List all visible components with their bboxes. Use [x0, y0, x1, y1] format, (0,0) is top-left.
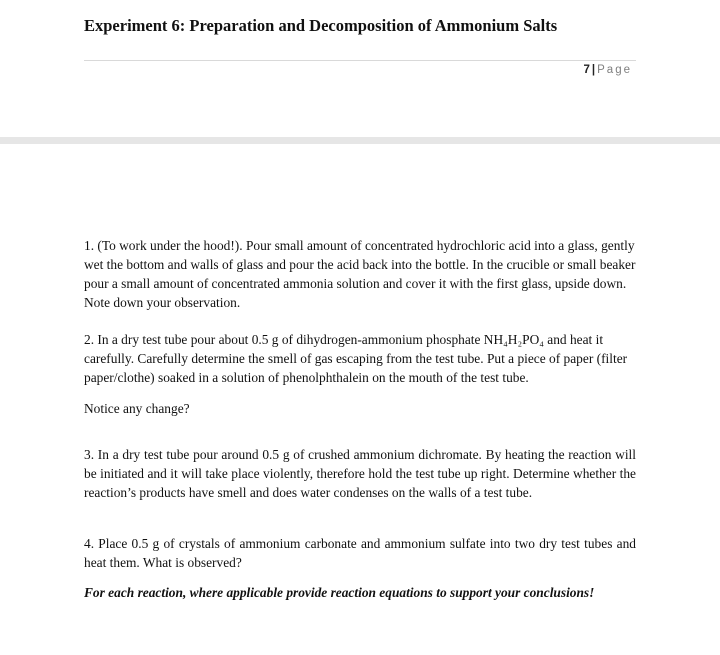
page-number-separator: |: [591, 64, 596, 76]
page-number: [584, 64, 632, 76]
page-break: [0, 137, 720, 144]
instruction-paragraph-3: 3. In a dry test tube pour around 0.5 g of crushed ammonium dichromate. By heating the reaction will be initiated and it will take place violently, therefore hold the test tube up right. Determine whether the reaction’s products have smell and does water condenses on the walls of a test tube.: [84, 447, 636, 500]
instruction-paragraph-2: 2. In a dry test tube pour about 0.5 g of dihydrogen-ammonium phosphate NH₄H₂PO₄ and heat it carefully. Carefully determine the smell of gas escaping from the test tube. Put a piece of paper (filter paper/clothe) soaked in a solution of phenolphthalein on the mouth of the test tube.: [84, 332, 628, 385]
instruction-paragraph-1: 1. (To work under the hood!). Pour small amount of concentrated hydrochloric acid into a glass, gently wet the bottom and walls of glass and pour the acid back into the bottle. In the crucible or small beaker pour a small amount of concentrated ammonia solution and cover it with the first glass, upside down. Note down your observation.: [84, 238, 636, 310]
instruction-paragraph-4: 4. Place 0.5 g of crystals of ammonium carbonate and ammonium sulfate into two dry test tubes and heat them. What is observed?: [84, 536, 636, 570]
page-number-value: 7: [583, 64, 590, 76]
document-body: [84, 236, 636, 602]
header-divider: [84, 60, 636, 61]
instruction-question: Notice any change?: [84, 401, 190, 416]
page-title: Experiment 6: Preparation and Decomposition of Ammonium Salts: [84, 16, 558, 35]
page-label: Page: [597, 64, 632, 76]
conclusion-note: For each reaction, where applicable provide reaction equations to support your conclusions!: [84, 585, 595, 600]
page-header-area: [0, 0, 720, 137]
